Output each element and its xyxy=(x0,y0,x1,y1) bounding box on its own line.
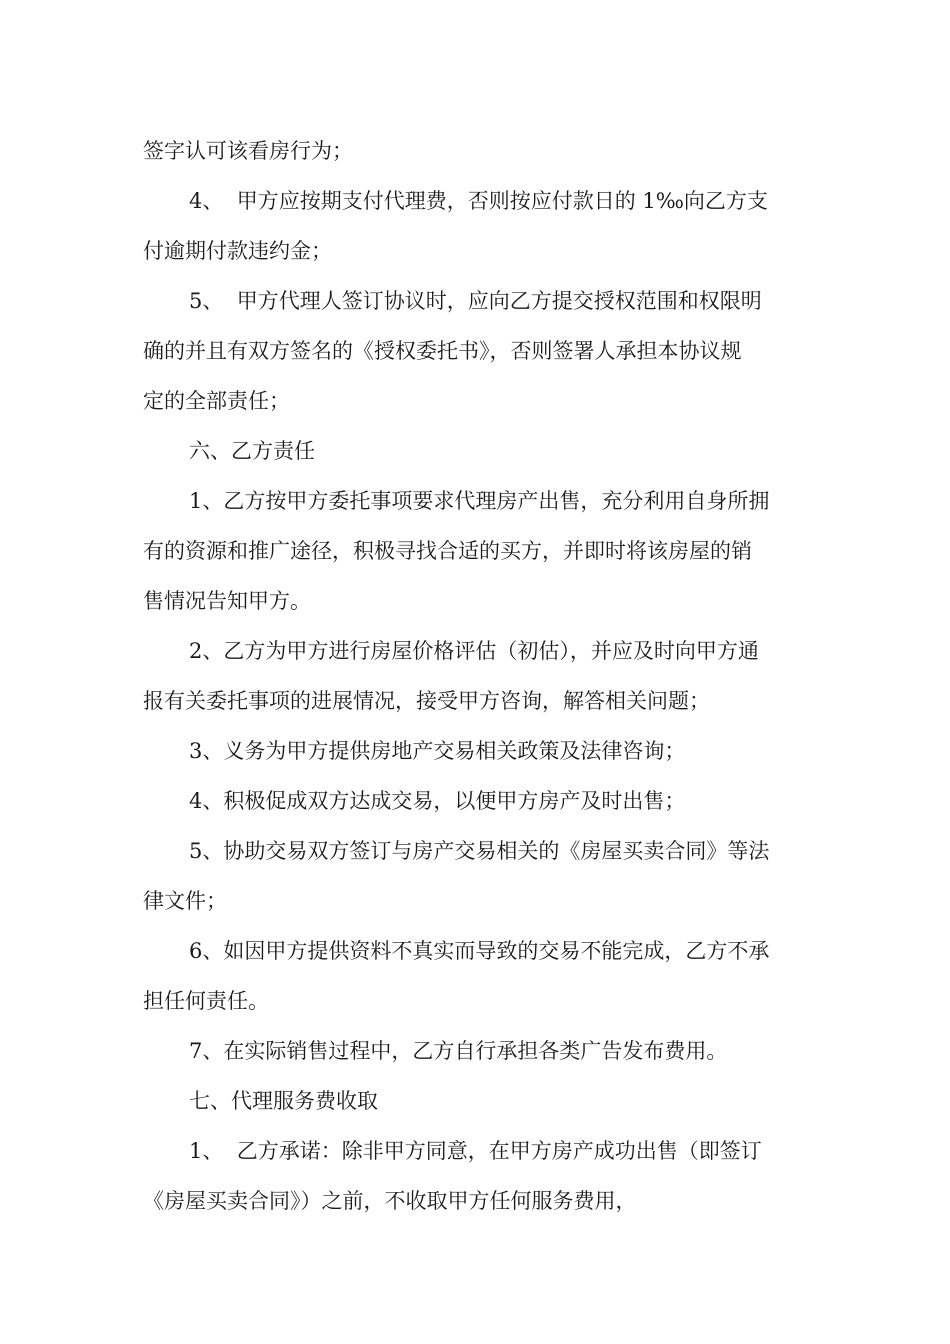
text-line: 1、 乙方承诺：除非甲方同意，在甲方房产成功出售（即签订 xyxy=(189,1139,762,1163)
text-line: 4、 甲方应按期支付代理费，否则按应付款日的 1‰向乙方支 xyxy=(189,189,768,213)
text-line: 7、在实际销售过程中，乙方自行承担各类广告发布费用。 xyxy=(189,1039,728,1063)
text-line: 有的资源和推广途径，积极寻找合适的买方，并即时将该房屋的销 xyxy=(143,539,752,563)
text-line: 签字认可该看房行为； xyxy=(143,139,353,163)
text-line: 《房屋买卖合同》）之前，不收取甲方任何服务费用， xyxy=(143,1189,637,1213)
text-line: 律文件； xyxy=(143,889,227,913)
text-line: 担任何责任。 xyxy=(143,989,269,1013)
text-line: 4、积极促成双方达成交易，以便甲方房产及时出售； xyxy=(189,789,686,813)
text-line: 定的全部责任； xyxy=(143,389,290,413)
text-line: 2、乙方为甲方进行房屋价格评估（初估），并应及时向甲方通 xyxy=(189,639,759,663)
text-line: 售情况告知甲方。 xyxy=(143,589,311,613)
text-line: 报有关委托事项的进展情况，接受甲方咨询，解答相关问题； xyxy=(143,689,710,713)
text-line: 5、 甲方代理人签订协议时，应向乙方提交授权范围和权限明 xyxy=(189,289,762,313)
text-line: 3、义务为甲方提供房地产交易相关政策及法律咨询； xyxy=(189,739,686,763)
text-line: 1、乙方按甲方委托事项要求代理房产出售，充分利用自身所拥 xyxy=(189,489,770,513)
text-line: 6、如因甲方提供资料不真实而导致的交易不能完成，乙方不承 xyxy=(189,939,770,963)
section-heading: 六、乙方责任 xyxy=(189,439,315,463)
text-line: 5、协助交易双方签订与房产交易相关的《房屋买卖合同》等法 xyxy=(189,839,770,863)
text-line: 确的并且有双方签名的《授权委托书》，否则签署人承担本协议规 xyxy=(143,339,742,363)
text-line: 付逾期付款违约金； xyxy=(143,239,332,263)
section-heading: 七、代理服务费收取 xyxy=(189,1089,378,1113)
